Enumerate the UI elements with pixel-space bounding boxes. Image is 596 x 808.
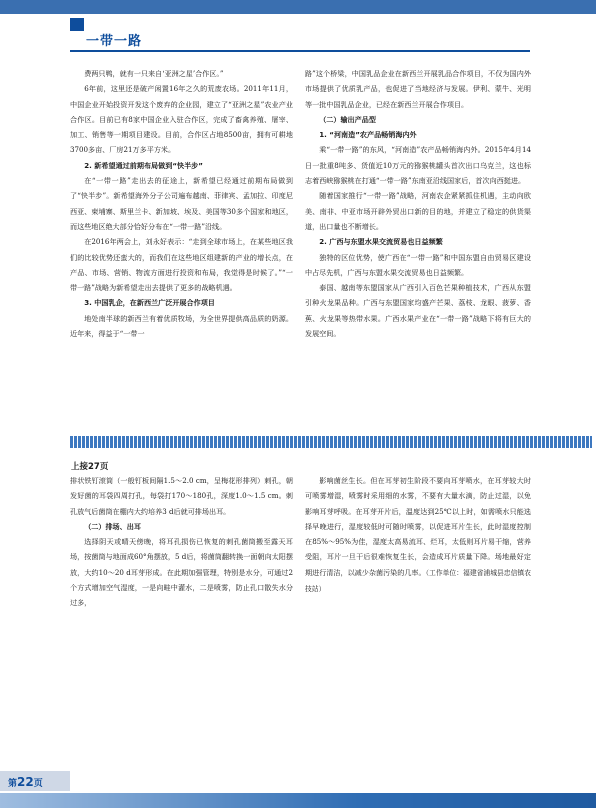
article-paragraph: 在“一带一路”走出去的征途上，新希望已经通过前期布局做到了“快半步”。新希望海外分子公司遍布越南、菲律宾、孟加拉、印度尼西亚、柬埔寨、斯里兰卡、新加坡、埃及、美国等30多个国家和地区，而这些地区绝大部分恰好分布在“一带一路”沿线。 [70,176,293,231]
author-affiliation-note: （工作单位：福建省浦城县忠信镇农技站） [305,568,531,594]
article-heading: 1. “河南造”农产品畅销海内外 [319,130,417,140]
continued-title: 上接27页 [71,462,109,472]
continued-body-text: 影响菌丝生长。但在耳芽初生阶段不要向耳芽喷水，在耳芽较大时可喷雾增湿，喷雾时采用细的水雾，不要有大量水滴，防止过湿，以免影响耳芽呼吸。在耳芽开片后，温度达到25℃以上时，如需喷水只能选择早晚进行，湿度较低时可随时喷雾，以促进耳片生长，此时湿度控制在85%～95%为佳，湿度太高易流耳、烂耳，太低则耳片易干缩，营养受阻，耳片一旦干后很难恢复生长，会造成耳片质量下降。场地最好定期进行清洁，以减少杂菌污染的几率。 [305,476,531,577]
page-number: 第22页 [8,775,43,789]
article-column-1 [70,66,293,341]
continued-column-2 [305,473,531,597]
header-rule [70,50,530,52]
article-paragraph: 泰国、越南等东盟国家从广西引入百色芒果种植技术，广西从东盟引种火龙果品种。广西与东盟国家均盛产芒果、荔枝、龙眼、菠萝、香蕉、火龙果等热带水果。广西水果产业在“一带一路”战略下将有巨大的发展空间。 [305,283,531,339]
continued-column-1 [70,473,293,611]
section-divider [70,436,592,448]
article-paragraph: 在2016年两会上，刘永好表示：“走到全球市场上，在某些地区我们的比较优势还蛮大的，而我们在这些地区组建新的产业的增长点，在产品、市场、营销、物流方面进行投资和布局，我觉得是时候了。”“一带一路”战略为新希望走出去提供了更多的战略机遇。 [70,237,293,293]
article-paragraph: 6年前，这里还是破产闲置16年之久的荒废农场。2011年11月，中国企业开始投资开发这个废弃的企业园，建立了“亚洲之星”农业产业合作区。目前已有8家中国企业入驻合作区，完成了畜禽养殖、屠宰、加工、销售等一期项目建设。目前，合作区占地8500亩，拥有可耕地3700多亩、厂房21万多平方米。 [70,84,293,155]
article-heading: （二）输出产品型 [319,114,376,124]
article-paragraph: 独特的区位优势，使广西在“一带一路”和中国东盟自由贸易区建设中占尽先机，广西与东盟水果交流贸易也日益频繁。 [305,252,531,277]
article-paragraph: 乘“一带一路”的东风，“河南造”农产品畅销海内外。2015年4月14日一批重8吨多、货值近10万元的猕猴桃罐头首次出口乌克兰，这也标志着西峡猕猴桃在打通“一带一路”东南亚沿线国家后，首次向西挺进。 [305,145,531,186]
article-paragraph: 地处南半球的新西兰有着优质牧场，为全世界提供高品质的奶源。近年来，得益于“一带一 [70,313,293,339]
section-header-title: 一带一路 [86,34,143,49]
bottom-color-bar [0,793,596,808]
article-column-2 [305,66,531,341]
article-heading: 3. 中国乳企，在新西兰广泛开展合作项目 [84,298,215,308]
top-color-bar [0,0,596,14]
article-paragraph: 路”这个桥梁，中国乳品企业在新西兰开展乳品合作项目，不仅为国内外市场提供了优质乳产品，也促进了当地经济与发展。伊利、蒙牛、光明等一批中国乳品企业，已经在新西兰开展合作项目。 [305,69,531,109]
header-square-icon [70,18,84,31]
article-heading: 2. 新希望通过前期布局做到“快半步” [84,160,203,170]
article-paragraph: 随着国家推行“一带一路”战略，河南农企紧紧抓住机遇，主动向欧美、南非、中亚市场开辟外贸出口新的目的地，并建立了稳定的供货渠道，出口量也不断增长。 [305,191,531,231]
article-paragraph: 排状铁钉滚筒（一般钉板间隔1.5～2.0 cm，呈梅花形排列）刺孔，朝发好菌的耳袋四周打孔，每袋打170～180孔，深度1.0～1.5 cm。刺孔放气后菌筒在棚内大约培养3 d后就可排场出耳。 [70,476,293,516]
article-heading: （二）排场、出耳 [84,521,141,531]
article-heading: 2. 广西与东盟水果交流贸易也日益频繁 [319,237,443,247]
article-paragraph: 选择阴天或晴天傍晚，将耳孔损伤已恢复的刺孔菌筒搬至露天耳场，按菌筒与地面成60°角摆放，5 d后，将菌筒翻转换一面朝向太阳摆放，大约10～20 d耳芽形成。在此期加强管理，特别是水分，可通过2个方式增加空气湿度，一是向畦中灌水，二是喷雾，防止孔口散失水分过多， [70,537,293,608]
article-paragraph: 费两只鸭，就有一只来自‘亚洲之星’合作区。” [84,69,224,78]
